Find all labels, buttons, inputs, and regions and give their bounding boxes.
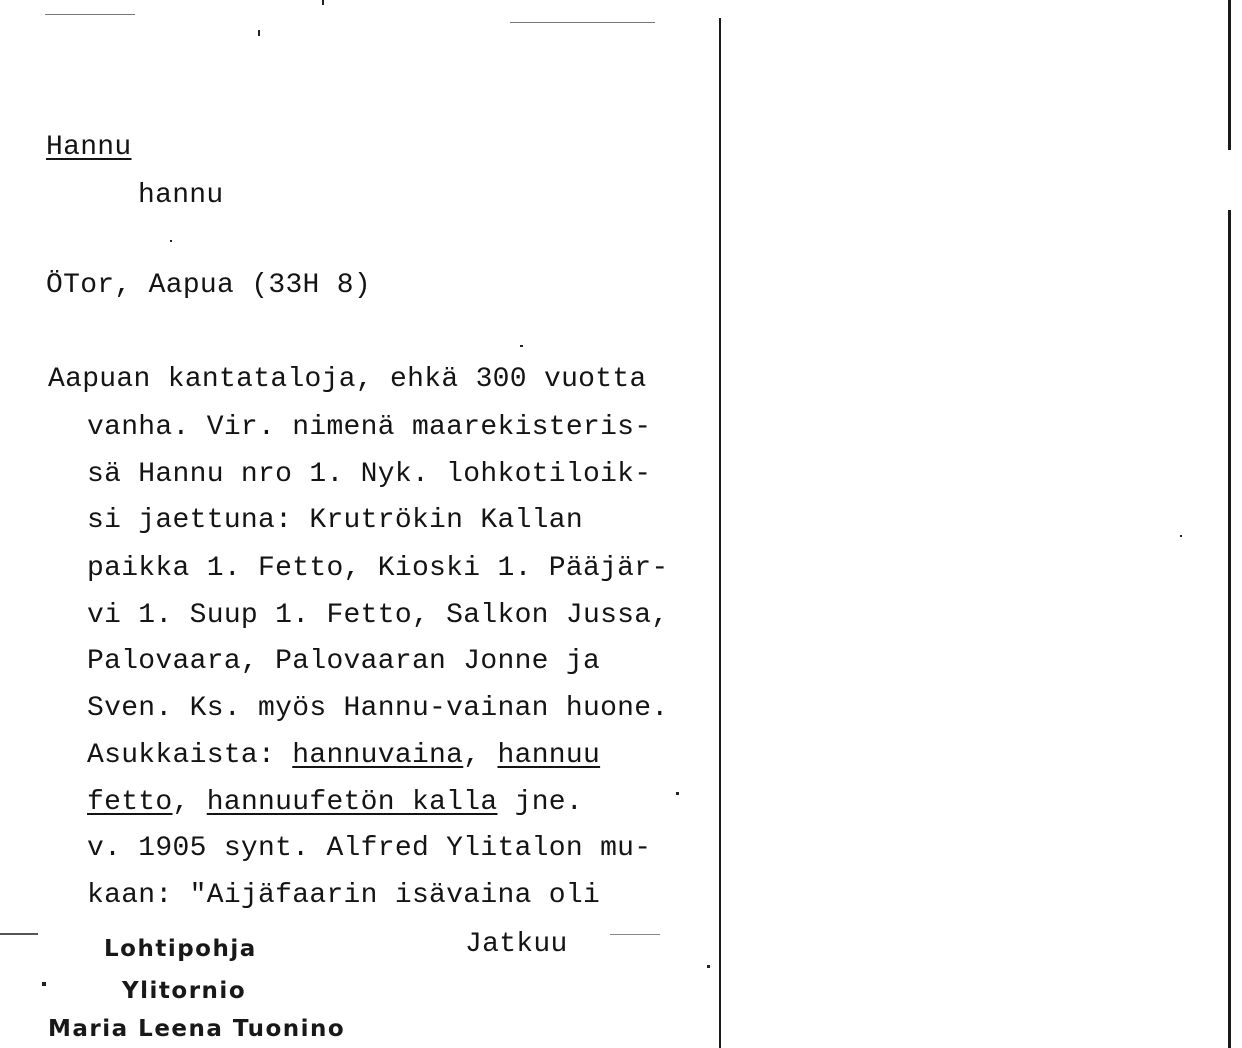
stamp-village: Lohtipohja [104, 936, 257, 962]
pronunciation: hannu [138, 180, 224, 211]
headword: Hannu [46, 132, 132, 163]
body-line-9 [87, 740, 600, 772]
stamp-collector: Maria Leena Tuonino [48, 1016, 346, 1042]
right-edge-line-lower [1228, 210, 1231, 1048]
bottom-left-dash [0, 933, 38, 935]
continued-note: Jatkuu [465, 929, 568, 960]
body-line-8: Sven. Ks. myös Hannu-vainan huone. [87, 693, 669, 724]
body-line-4: si jaettuna: Krutrökin Kallan [87, 505, 583, 536]
term-hannuu: hannuu [497, 740, 601, 771]
speck [520, 345, 523, 347]
speck [322, 0, 324, 5]
speck [610, 934, 660, 935]
body-line-11: v. 1905 synt. Alfred Ylitalon mu- [87, 833, 652, 864]
residents-lead: Asukkaista: [87, 740, 293, 771]
term-hannuvaina: hannuvaina [292, 740, 464, 771]
body-line-1: Aapuan kantataloja, ehkä 300 vuotta [48, 364, 647, 395]
term-hannuufeton-kalla: hannuufetön kalla [206, 787, 498, 818]
term-fetto: fetto [87, 787, 173, 818]
speck [676, 792, 679, 795]
speck [170, 240, 172, 242]
body-line-2: vanha. Vir. nimenä maarekisteris- [87, 412, 652, 443]
body-line-7: Palovaara, Palovaaran Jonne ja [87, 646, 601, 677]
body-line-3: sä Hannu nro 1. Nyk. lohkotiloik- [87, 459, 652, 490]
speck [1180, 535, 1182, 537]
etc-text: jne. [497, 787, 583, 818]
body-line-6: vi 1. Suup 1. Fetto, Salkon Jussa, [87, 600, 669, 631]
body-line-12: kaan: "Aijäfaarin isävaina oli [87, 880, 601, 911]
stamp-municipality: Ylitornio [122, 978, 247, 1004]
body-line-5: paikka 1. Fetto, Kioski 1. Pääjär- [87, 553, 669, 584]
location-line: ÖTor, Aapua (33H 8) [46, 270, 371, 301]
vertical-divider-line [719, 18, 721, 1048]
top-dash-left [45, 14, 135, 15]
right-edge-line [1228, 0, 1231, 150]
separator: , [172, 787, 207, 818]
speck [258, 30, 260, 36]
top-dash-right [510, 22, 655, 23]
speck [42, 982, 46, 986]
speck [707, 965, 710, 968]
separator: , [463, 740, 498, 771]
body-line-10 [87, 787, 583, 819]
